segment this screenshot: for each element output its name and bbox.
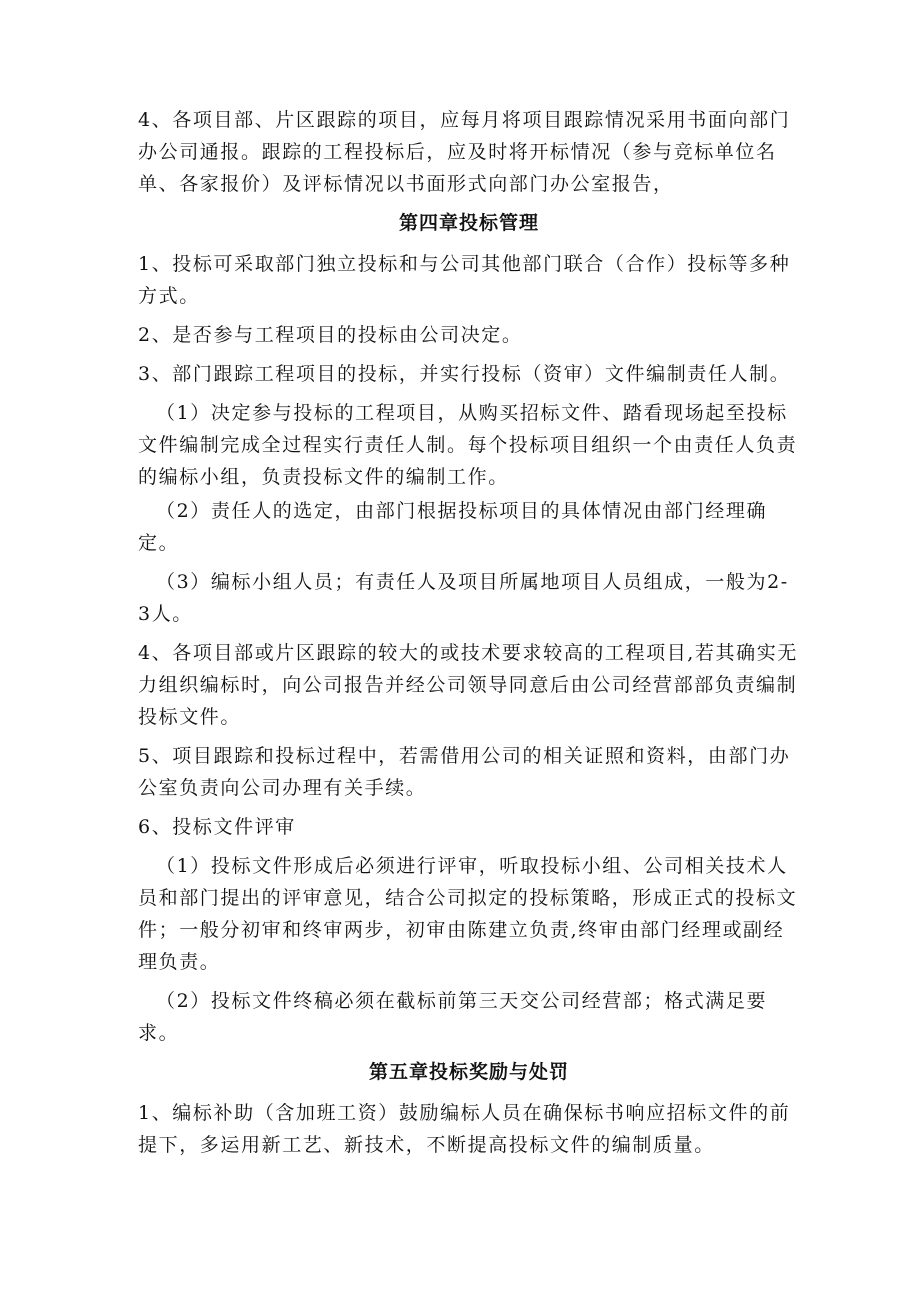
paragraph-bid-subsidy: 1、编标补助（含加班工资）鼓励编标人员在确保标书响应招标文件的前提下，多运用新工艺、新技术，不断提高投标文件的编制质量。: [138, 1102, 791, 1156]
paragraph-bid-methods: 1、投标可采取部门独立投标和与公司其他部门联合（合作）投标等多种方式。: [138, 253, 791, 307]
paragraph-item-1-project-team: （1）决定参与投标的工程项目，从购买招标文件、踏看现场起至投标文件编制完成全过程实行责任人制。每个投标项目组织一个由责任人负责的编标小组，负责投标文件的编制工作。: [138, 402, 798, 488]
paragraph-certificates: 5、项目跟踪和投标过程中，若需借用公司的相关证照和资料，由部门办公室负责向公司办理有关手续。: [138, 745, 791, 799]
paragraph-responsibility-system: 3、部门跟踪工程项目的投标，并实行投标（资审）文件编制责任人制。: [138, 363, 791, 385]
chapter-4-heading: 第四章投标管理: [398, 212, 539, 234]
paragraph-item-3-team-members: （3）编标小组人员；有责任人及项目所属地项目人员组成，一般为2-3人。: [138, 571, 789, 625]
paragraph-review-item-2: （2）投标文件终稿必须在截标前第三天交公司经营部；格式满足要求。: [138, 990, 768, 1044]
paragraph-review-title: 6、投标文件评审: [138, 816, 296, 838]
paragraph-review-item-1: （1）投标文件形成后必须进行评审，听取投标小组、公司相关技术人员和部门提出的评审意见，结合公司拟定的投标策略，形成正式的投标文件；一般分初审和终审两步，初审由陈建立负责,终审由部门经理或副经理负责。: [138, 855, 798, 973]
chapter-5-heading: 第五章投标奖励与处罚: [368, 1061, 569, 1083]
paragraph-item-2-selection: （2）责任人的选定，由部门根据投标项目的具体情况由部门经理确定。: [138, 500, 768, 554]
paragraph-bid-decision: 2、是否参与工程项目的投标由公司决定。: [138, 324, 523, 346]
paragraph-large-projects: 4、各项目部或片区跟踪的较大的或技术要求较高的工程项目,若其确实无力组织编标时，向公司报告并经公司领导同意后由公司经营部部负责编制投标文件。: [138, 642, 798, 728]
paragraph-tracking-report: 4、各项目部、片区跟踪的项目，应每月将项目跟踪情况采用书面向部门办公司通报。跟踪的工程投标后，应及时将开标情况（参与竞标单位名单、各家报价）及评标情况以书面形式向部门办公室报告，: [138, 109, 791, 195]
document-page: [138, 104, 800, 1168]
